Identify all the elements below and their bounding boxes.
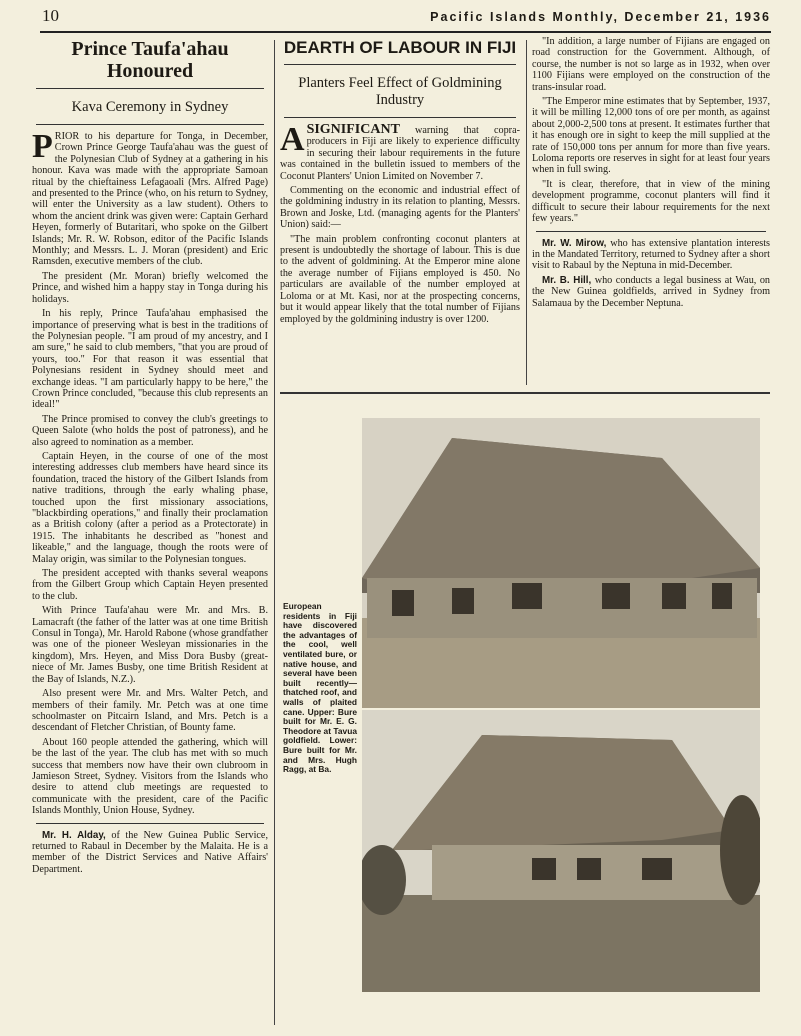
section-rule	[536, 231, 766, 232]
section-rule	[36, 823, 264, 824]
article-dearth-of-labour	[280, 36, 520, 328]
title-rule	[36, 88, 264, 89]
subtitle-rule	[284, 117, 516, 118]
photo-bure-tavua	[362, 418, 760, 708]
subtitle-rule	[36, 124, 264, 125]
lead-paragraph: PRIOR to his departure for Tonga, in December, Crown Prince George Taufa'ahau was the guest of the Polynesian Club of Sydney at a gathering in his honour. Kava was made with the appropriate Samoan ritual by the chieftainess Lefagaoali (Mrs. Alfred Page) and presented to the Prince (who, on his return to Sydney, will enter the University as a law student). Others to whom the ancient drink was given were: Captain Gerhard Heyen, formerly of Butaritari, who spoke on the Gilbert Islands; Mr. R. W. Robson, editor of the Pacific Islands Monthly; and Messrs. L. J. Moran (president) and Eric Ramsden, executive members of the club.	[32, 128, 268, 268]
personal-note: Mr. H. Alday, of the New Guinea Public Service, returned to Rabaul in December by the Malaita. He is a member of the District Services and Native Affairs' Department.	[32, 829, 268, 875]
title-rule	[284, 64, 516, 65]
photo-caption: European residents in Fiji have discovered the advantages of the cool, well ventilated bure, or native house, and several have been built recently—thatched roof, and walls of plaited cane. Upper: Bure built for Mr. E. G. Theodore at Tavua goldfield. Lower: Bure built for Mr. and Mrs. Hugh Ragg, at Ba.	[283, 601, 357, 775]
header-rule	[40, 31, 771, 33]
paragraph: Captain Heyen, in the course of one of the most interesting addresses club members have heard since its foundation, traced the history of the Gilbert Islands from native traditions, through the early whaling phase, touched upon the first missionary associations, "blackbirding operations," and finally their proclamation as a British colony (after a period as a Protectorate) in 1915. The inhabitants he described as "honest and likeable," and the language, though the roots were of Malay origin, was similar to the Polynesian tongues.	[32, 450, 268, 565]
paragraph: "The Emperor mine estimates that by September, 1937, it will be milling 12,000 tons of ore per month, as against about 2,000-2,500 tons at present. It estimates further that it has enough ore in sight to keep the mill supplied at the rate of 150,000 tons per annum for more than five years. Loloma reports ore reserves in sight for at least four years when in full swing.	[532, 96, 770, 176]
page-number: 10	[42, 6, 59, 25]
paragraph: "The main problem confronting coconut planters at present is undoubtedly the shortage of labour. This is due to the advent of goldmining. At the Emperor mine alone the average number of Fijians employed is 450. No particulars are available of the number employed at Loloma or at Mt. Kasi, nor at the prospecting concerns, but it would appear likely that the total number of Fijians employed by the goldmining industry is over 1200.	[280, 233, 520, 325]
article-title: DEARTH OF LABOUR IN FIJI	[283, 38, 517, 57]
personal-note: Mr. W. Mirow, who has extensive plantation interests in the Mandated Territory, returned to Sydney after a short visit to Rabaul by the Neptuna in mid-December.	[532, 237, 770, 272]
paragraph: The president (Mr. Moran) briefly welcomed the Prince, and wished him a happy stay in Tonga during his holidays.	[32, 270, 268, 305]
article-title: Prince Taufa'ahau Honoured	[71, 38, 229, 82]
article-continuation-and-notes	[532, 36, 770, 312]
paragraph: In his reply, Prince Taufa'ahau emphasised the importance of preserving what is best in the traditions of the Polynesian people. "I am proud of my ancestry, and I am sure," he said to club members, "that you are proud of yours, too." For that reason it was essential that Polynesians resident in Sydney should meet and exchange ideas. "I am particularly happy to be here," the Crown Prince concluded, "because this club represents an ideal!"	[32, 308, 268, 411]
article-subtitle: Kava Ceremony in Sydney	[71, 99, 229, 115]
drop-cap: A	[280, 121, 305, 158]
lead-paragraph: ASIGNIFICANT warning that copra-producers in Fiji are likely to experience difficulty in securing their labour requirements in the future was contained in the bulletin issued to members of the Coconut Planters' Union Limited on November 7.	[280, 121, 520, 182]
paragraph: The president accepted with thanks several weapons from the Gilbert Group which Captain Heyen presented to the club.	[32, 568, 268, 602]
paragraph: Commenting on the economic and industrial effect of the goldmining industry in its relation to planting, Messrs. Brown and Joske, Ltd. (managing agents for the Planters' Union) said:—	[280, 185, 520, 231]
page-header	[0, 0, 801, 32]
paragraph: About 160 people attended the gathering, which will be the last of the year. The club has met with so much success that members now have their own clubroom in Jamieson Street, Sydney. Visitors from the Islands who desire to attend club meetings are requested to communicate with the president, care of the Pacific Islands Monthly, Union House, Sydney.	[32, 736, 268, 817]
paragraph: "In addition, a large number of Fijians are engaged on road construction for the Government. Although, of course, the number is not so large as in 1932, when over 1100 Fijians were employed on the construction of the trans-insular road.	[532, 36, 770, 93]
column-divider	[526, 40, 527, 385]
thatched-house-illustration	[362, 710, 760, 992]
personal-note: Mr. B. Hill, who conducts a legal business at Wau, on the New Guinea goldfields, arrived in Sydney from Salamaua by the December Neptuna.	[532, 274, 771, 309]
running-title: Pacific Islands Monthly, December 21, 1936	[430, 10, 771, 24]
photo-bure-ba	[362, 710, 760, 992]
drop-cap: P	[32, 128, 53, 165]
paragraph: "It is clear, therefore, that in view of the mining development programme, coconut planters will find it difficult to secure their labour requirements for the next few years."	[532, 178, 770, 225]
paragraph: The Prince promised to convey the club's greetings to Queen Salote (who holds the post of patroness), and he also agreed to nomination as a member.	[32, 413, 268, 448]
paragraph: With Prince Taufa'ahau were Mr. and Mrs. B. Lamacraft (the father of the latter was at one time British Consul in Tonga), Mr. Harold Rabone (whose grandfather was one of the pioneer Wesleyan missionaries in the kingdom), Mrs. Heyen, and Miss Dora Busby (great-niece of Mr. James Busby, one time British Resident at the Bay of Islands, N.Z.).	[32, 605, 268, 685]
article-prince-honoured	[32, 36, 268, 878]
article-subtitle: Planters Feel Effect of Goldmining Industry	[298, 75, 502, 108]
thatched-house-illustration	[362, 418, 760, 708]
paragraph: Also present were Mr. and Mrs. Walter Petch, and members of their family. Mr. Petch was at one time schoolmaster on Pitcairn Island, and Mrs. Petch is a descendant of Fletcher Christian, of Bounty fame.	[32, 688, 268, 734]
column-divider	[274, 40, 275, 1025]
